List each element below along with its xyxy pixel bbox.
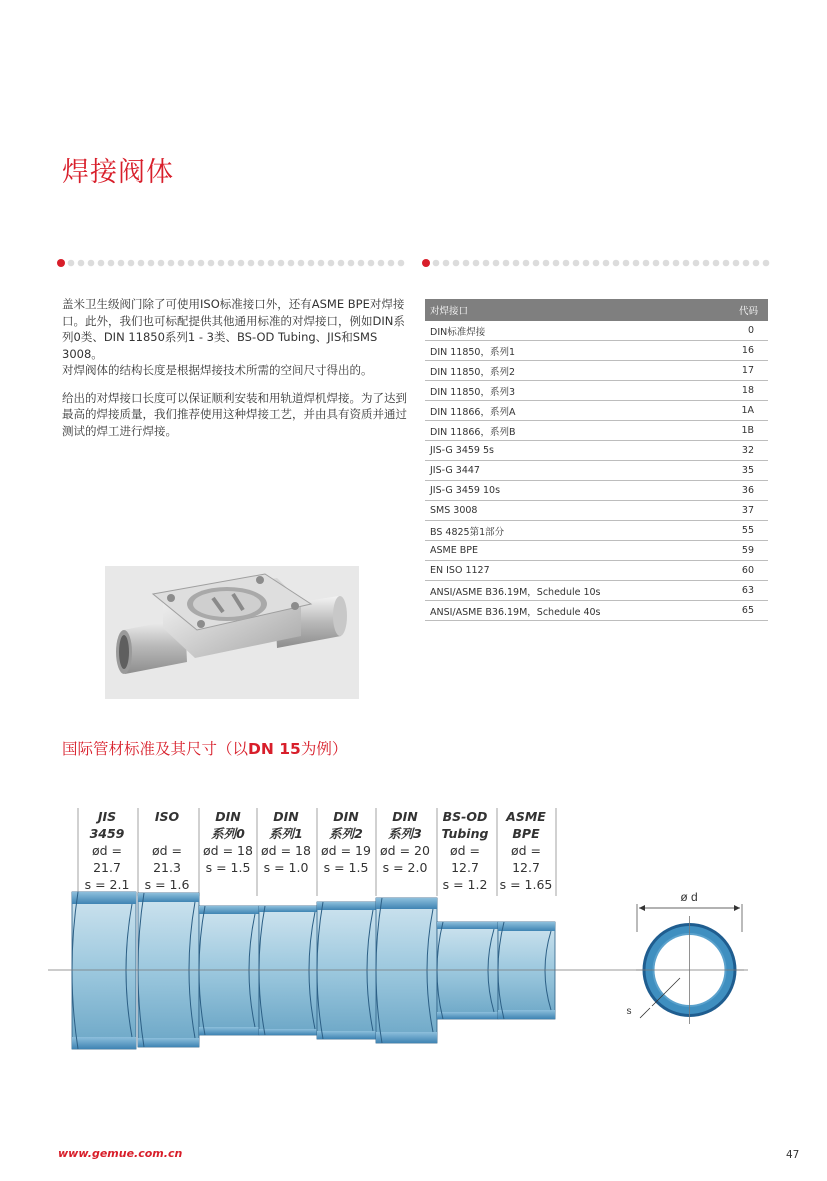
table-cell-connection: ANSI/ASME B36.19M，Schedule 10s (425, 581, 714, 601)
table-cell-code: 55 (714, 521, 768, 541)
standard-column (78, 808, 136, 893)
divider-dot (573, 260, 580, 267)
page-number: 47 (786, 1149, 800, 1161)
divider-dot (433, 260, 440, 267)
divider-dot (398, 260, 405, 267)
divider-dot (693, 260, 700, 267)
table-row (425, 541, 768, 561)
table-row (425, 601, 768, 621)
standard-wall: s = 1.65 (499, 877, 553, 892)
divider-dot (88, 260, 95, 267)
table-row (425, 441, 768, 461)
divider-dot (338, 260, 345, 267)
divider-dot (713, 260, 720, 267)
standard-od: ød = 20 (380, 843, 430, 858)
divider-dot (593, 260, 600, 267)
subheading-suffix: 为例） (300, 740, 348, 758)
table-cell-code: 32 (714, 441, 768, 461)
footer-url[interactable]: www.gemue.com.cn (58, 1147, 183, 1160)
pipe-segment (437, 922, 498, 1019)
divider-dot (533, 260, 540, 267)
standard-wall: s = 1.6 (144, 877, 190, 892)
table-cell-connection: JIS-G 3459 10s (425, 481, 714, 501)
table-row (425, 381, 768, 401)
divider-dot (673, 260, 680, 267)
divider-dot (378, 260, 385, 267)
weld-end-code-table (425, 299, 768, 621)
divider-dot (148, 260, 155, 267)
table-cell-code: 59 (714, 541, 768, 561)
table-cell-code: 16 (714, 341, 768, 361)
divider-dot (703, 260, 710, 267)
divider-dot (98, 260, 105, 267)
table-cell-code: 0 (714, 321, 768, 341)
standard-name: BS-OD (442, 809, 488, 824)
ring-s-label: s (626, 1006, 632, 1017)
table-cell-connection: DIN 11850，系列1 (425, 341, 714, 361)
divider-dot (278, 260, 285, 267)
divider-dot (358, 260, 365, 267)
divider-dot (168, 260, 175, 267)
table-row (425, 421, 768, 441)
pipe-standards-columns (78, 808, 563, 892)
ring-od-label: ø d (680, 890, 698, 904)
divider-dot (78, 260, 85, 267)
table-cell-code: 63 (714, 581, 768, 601)
table-cell-code: 60 (714, 561, 768, 581)
table-row (425, 361, 768, 381)
standard-od: ød = 12.7 (510, 843, 542, 875)
dotted-divider-left (56, 256, 411, 270)
standard-od: ød = 21.7 (91, 843, 123, 875)
standard-name: DIN (392, 809, 418, 824)
divider-dot (138, 260, 145, 267)
table-cell-connection: BS 4825第1部分 (425, 521, 714, 541)
divider-dot (198, 260, 205, 267)
divider-dot (633, 260, 640, 267)
divider-dot (653, 260, 660, 267)
table-cell-connection: EN ISO 1127 (425, 561, 714, 581)
divider-dot (188, 260, 195, 267)
standard-series: 系列1 (269, 826, 303, 841)
standard-name: ISO (154, 809, 180, 824)
divider-dot (523, 260, 530, 267)
standard-series: 系列3 (388, 826, 422, 841)
table-cell-code: 35 (714, 461, 768, 481)
standard-od: ød = 18 (261, 843, 311, 858)
divider-dot (563, 260, 570, 267)
table-header-code: 代码 (714, 299, 768, 321)
cross-section-ring (636, 904, 744, 1024)
table-cell-code: 37 (714, 501, 768, 521)
divider-dot (258, 260, 265, 267)
divider-dot (463, 260, 470, 267)
table-cell-connection: ANSI/ASME B36.19M，Schedule 40s (425, 601, 714, 621)
standard-name: DIN (273, 809, 299, 824)
divider-dot (443, 260, 450, 267)
standard-series: 系列2 (329, 826, 363, 841)
table-cell-code: 1A (714, 401, 768, 421)
table-row (425, 581, 768, 601)
pipe-standards-heading (62, 737, 347, 759)
standard-od: ød = 21.3 (151, 843, 183, 875)
divider-dot (663, 260, 670, 267)
intro-paragraph-2: 对焊阀体的结构长度是根据焊接技术所需的空间尺寸得出的。 (62, 363, 373, 377)
table-cell-code: 1B (714, 421, 768, 441)
standard-column (317, 808, 375, 876)
intro-paragraph-1: 盖米卫生级阀门除了可使用ISO标准接口外，还有ASME BPE对焊接口。此外，我们也可标配提供其他通用标准的对焊接口，例如DIN系列0类、DIN 11850系列1 - 3类、BS-OD Tubing、JIS和SMS 3008。 (62, 297, 405, 361)
table-cell-connection: DIN标准焊接 (425, 321, 714, 341)
pipe-segment (72, 892, 136, 1049)
divider-dot (743, 260, 750, 267)
standard-name: DIN (215, 809, 241, 824)
divider-dot (298, 260, 305, 267)
divider-dot (238, 260, 245, 267)
valve-body-photo (105, 566, 359, 699)
standard-series: 系列0 (211, 826, 245, 841)
table-row (425, 561, 768, 581)
divider-dot (178, 260, 185, 267)
standard-column (436, 808, 494, 893)
table-cell-code: 17 (714, 361, 768, 381)
divider-dot (543, 260, 550, 267)
standard-od: ød = 19 (321, 843, 371, 858)
subheading-dn: DN 15 (248, 740, 301, 758)
standard-column (376, 808, 434, 876)
divider-dot (723, 260, 730, 267)
standard-wall: s = 1.0 (263, 860, 309, 875)
table-cell-connection: DIN 11866，系列A (425, 401, 714, 421)
standard-name: ASME (506, 809, 546, 824)
pipe-segment (199, 906, 259, 1035)
table-header-row (425, 299, 768, 321)
subheading-prefix: 国际管材标准及其尺寸（以 (62, 740, 249, 758)
table-cell-connection: JIS-G 3459 5s (425, 441, 714, 461)
divider-dot (603, 260, 610, 267)
table-row (425, 461, 768, 481)
divider-dot (493, 260, 500, 267)
divider-dot (348, 260, 355, 267)
table-row (425, 341, 768, 361)
table-cell-connection: ASME BPE (425, 541, 714, 561)
table-header-connection: 对焊接口 (425, 299, 714, 321)
standard-series: BPE (512, 826, 540, 841)
table-cell-connection: DIN 11850，系列3 (425, 381, 714, 401)
divider-dot (513, 260, 520, 267)
divider-dot (613, 260, 620, 267)
standard-wall: s = 2.1 (84, 877, 130, 892)
pipe-segment (498, 922, 555, 1019)
divider-dot (308, 260, 315, 267)
divider-dot (753, 260, 760, 267)
pipe-segment (317, 902, 377, 1039)
divider-dot (318, 260, 325, 267)
standard-column (138, 808, 196, 893)
divider-dot (483, 260, 490, 267)
divider-dot (503, 260, 510, 267)
divider-dot (328, 260, 335, 267)
standard-series (138, 825, 196, 842)
divider-dot (583, 260, 590, 267)
standard-od: ød = 18 (203, 843, 253, 858)
standard-column (497, 808, 555, 893)
divider-dot (288, 260, 295, 267)
divider-dot (623, 260, 630, 267)
divider-dot (643, 260, 650, 267)
divider-dot (268, 260, 275, 267)
standard-wall: s = 1.5 (323, 860, 369, 875)
table-cell-code: 18 (714, 381, 768, 401)
divider-accent-dot (57, 259, 65, 267)
divider-dot (228, 260, 235, 267)
table-row (425, 481, 768, 501)
divider-dot (368, 260, 375, 267)
divider-dot (128, 260, 135, 267)
divider-dot (218, 260, 225, 267)
page-title: 焊接阀体 (62, 157, 174, 188)
standard-wall: s = 1.5 (205, 860, 251, 875)
divider-dot (248, 260, 255, 267)
standard-name: JIS (97, 809, 117, 824)
standard-column (257, 808, 315, 876)
dotted-divider-right (421, 256, 776, 270)
divider-dot (158, 260, 165, 267)
standard-wall: s = 1.2 (442, 877, 488, 892)
table-cell-code: 36 (714, 481, 768, 501)
standard-name: DIN (333, 809, 359, 824)
table-cell-connection: DIN 11866，系列B (425, 421, 714, 441)
divider-accent-dot (422, 259, 430, 267)
intro-paragraph-3: 给出的对焊接口长度可以保证顺利安装和用轨道焊机焊接。为了达到最高的焊接质量，我们推荐使用这种焊接工艺，并由具有资质并通过测试的焊工进行焊接。 (62, 390, 407, 438)
standard-column (199, 808, 257, 876)
standard-series: Tubing (441, 826, 489, 841)
divider-dot (763, 260, 770, 267)
divider-dot (683, 260, 690, 267)
table-row (425, 321, 768, 341)
table-row (425, 401, 768, 421)
divider-dot (473, 260, 480, 267)
table-row (425, 501, 768, 521)
divider-dot (118, 260, 125, 267)
pipe-segment (376, 898, 437, 1043)
divider-dot (68, 260, 75, 267)
table-cell-connection: JIS-G 3447 (425, 461, 714, 481)
table-cell-connection: DIN 11850，系列2 (425, 361, 714, 381)
standard-series: 3459 (89, 826, 125, 841)
intro-text (62, 296, 408, 439)
divider-dot (733, 260, 740, 267)
standard-wall: s = 2.0 (382, 860, 428, 875)
pipe-segment (259, 906, 319, 1035)
divider-dot (108, 260, 115, 267)
table-cell-code: 65 (714, 601, 768, 621)
table-row (425, 521, 768, 541)
divider-dot (208, 260, 215, 267)
divider-dot (388, 260, 395, 267)
divider-dot (553, 260, 560, 267)
divider-dot (453, 260, 460, 267)
standard-od: ød = 12.7 (449, 843, 481, 875)
table-cell-connection: SMS 3008 (425, 501, 714, 521)
